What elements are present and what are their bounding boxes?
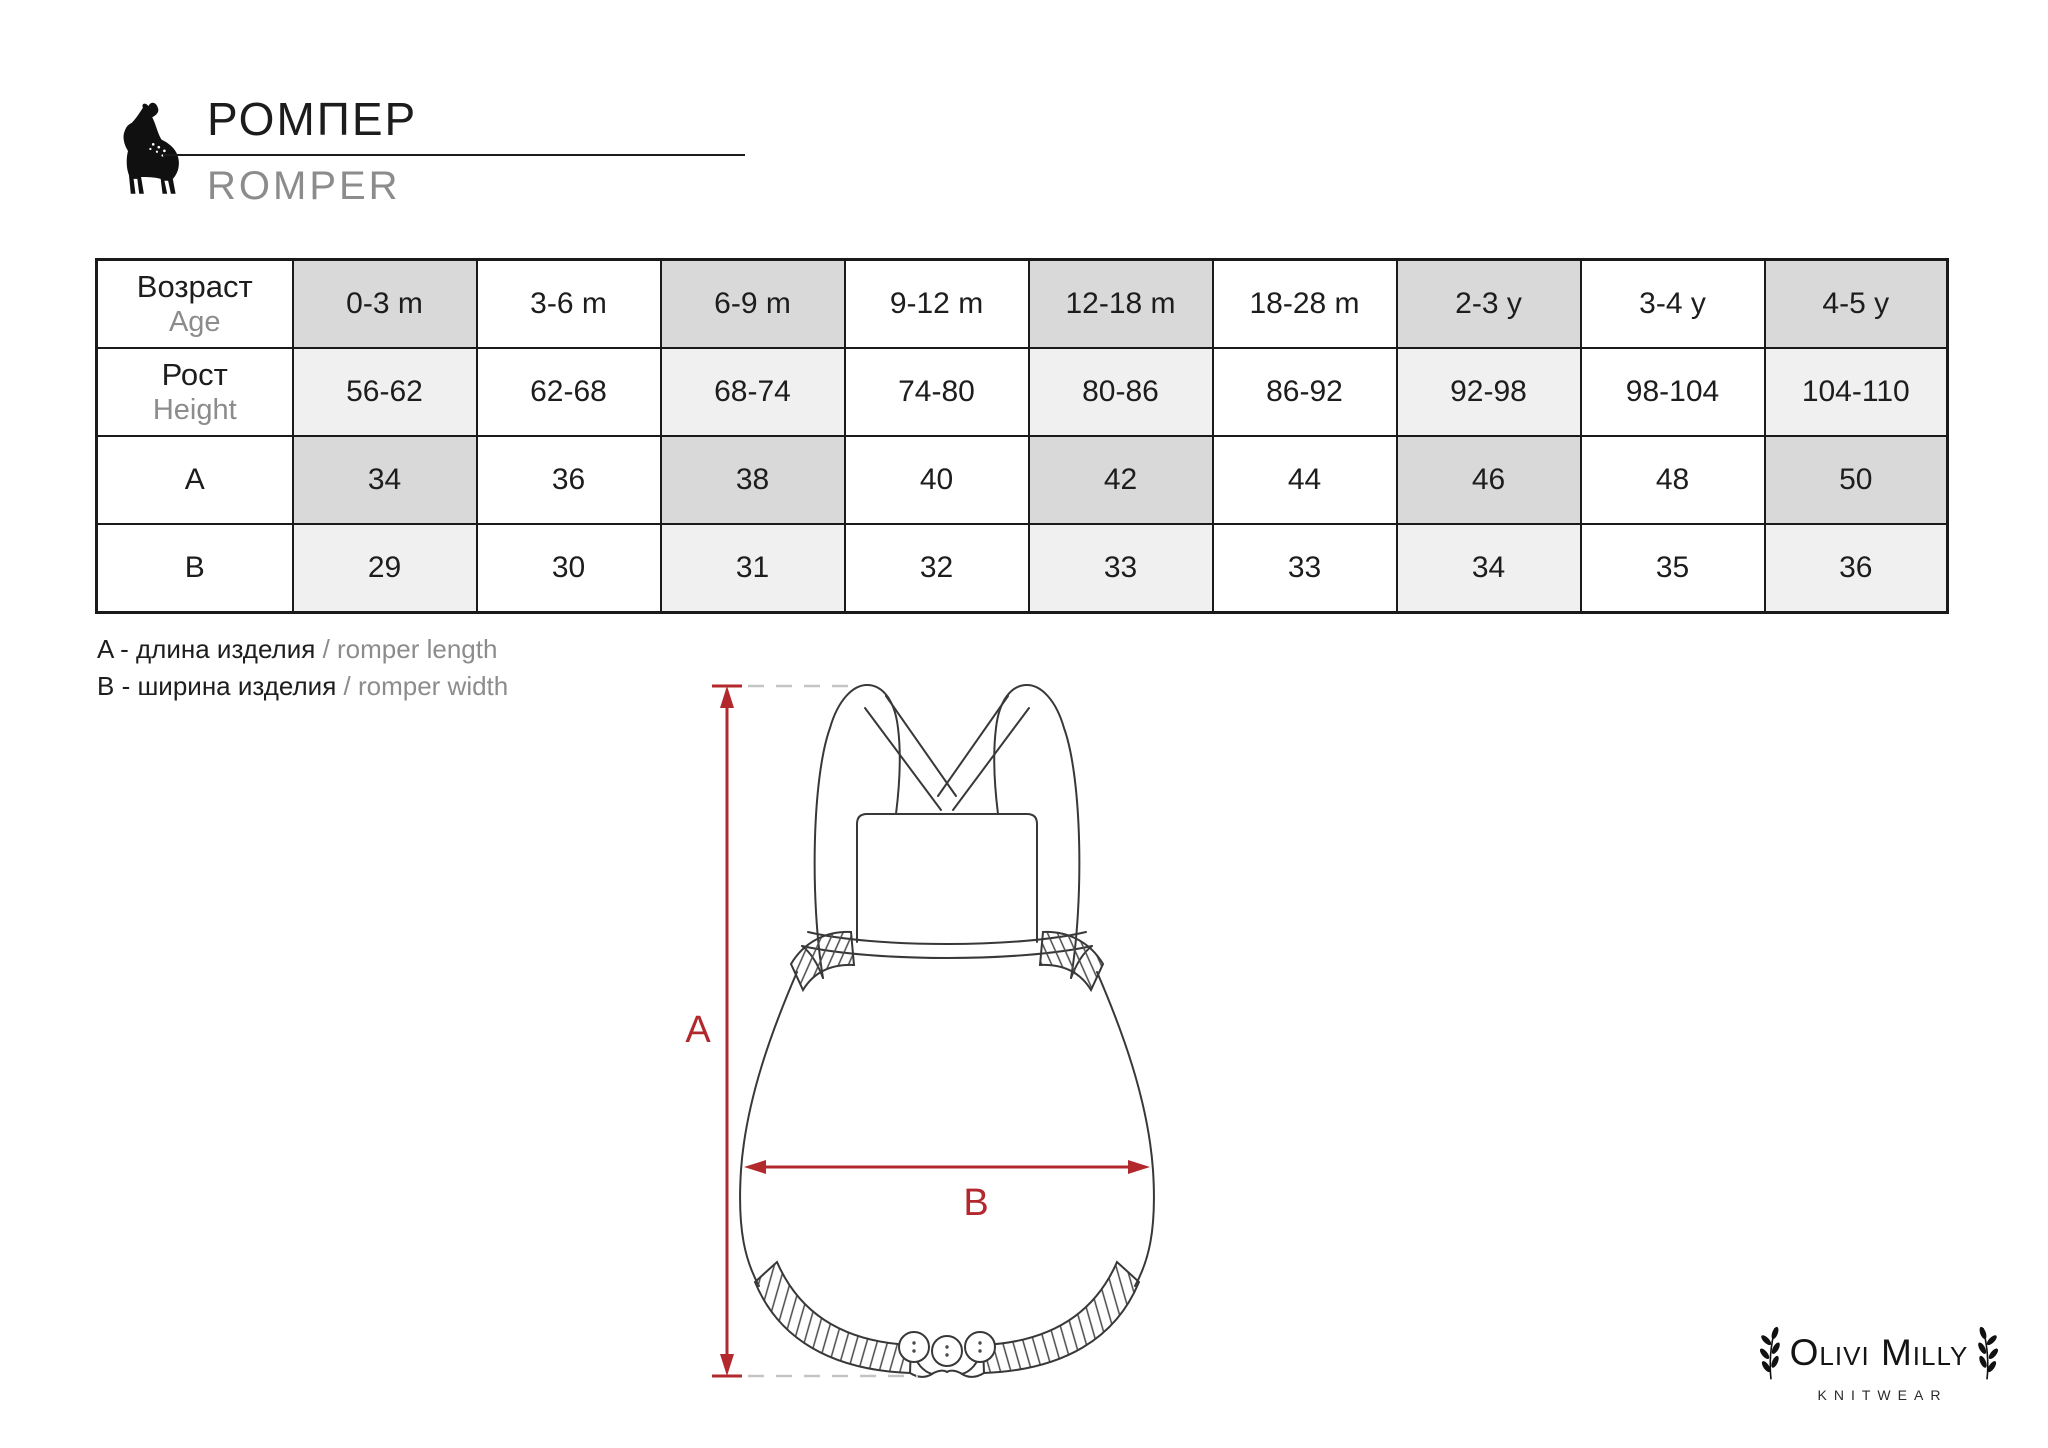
- dimension-label-b: B: [963, 1182, 989, 1224]
- table-cell: 34: [293, 436, 477, 524]
- table-cell: 3-4 y: [1581, 260, 1765, 349]
- leg-cuff-left: [755, 1262, 911, 1373]
- table-cell: 0-3 m: [293, 260, 477, 349]
- page-title-english: ROMPER: [207, 164, 401, 208]
- table-cell: 6-9 m: [661, 260, 845, 349]
- row-header-age-en: Age: [168, 306, 221, 338]
- title-divider: [163, 154, 745, 156]
- table-cell: 32: [845, 524, 1029, 613]
- romper-outline: [740, 685, 1154, 1377]
- legend-b-english: / romper width: [343, 671, 509, 701]
- table-row-age: [97, 260, 1948, 349]
- row-header-height: [97, 348, 293, 436]
- table-cell: 68-74: [661, 348, 845, 436]
- crotch-buttons: [899, 1332, 995, 1366]
- table-cell: 2-3 y: [1397, 260, 1581, 349]
- table-row-length-a: [97, 436, 1948, 524]
- dimension-arrow-b: [744, 1160, 1150, 1174]
- table-cell: 4-5 y: [1765, 260, 1948, 349]
- table-cell: 56-62: [293, 348, 477, 436]
- page-title-russian: РОМПЕР: [207, 93, 418, 145]
- brand-logo: [1748, 1322, 2010, 1403]
- romper-technical-drawing: [660, 670, 1260, 1430]
- table-cell: 12-18 m: [1029, 260, 1213, 349]
- table-row-width-b: [97, 524, 1948, 613]
- table-cell: 31: [661, 524, 845, 613]
- table-cell: 92-98: [1397, 348, 1581, 436]
- table-cell: 34: [1397, 524, 1581, 613]
- leg-cuff-right: [983, 1262, 1139, 1373]
- legend-line-a: [97, 631, 508, 668]
- row-header-b: B: [97, 524, 293, 613]
- table-cell: 42: [1029, 436, 1213, 524]
- row-header-a: A: [97, 436, 293, 524]
- table-cell: 35: [1581, 524, 1765, 613]
- table-cell: 86-92: [1213, 348, 1397, 436]
- table-cell: 36: [477, 436, 661, 524]
- waist-rib-patch-left: [791, 932, 854, 990]
- table-cell: 3-6 m: [477, 260, 661, 349]
- dimension-arrow-a: [712, 686, 742, 1376]
- table-cell: 46: [1397, 436, 1581, 524]
- table-cell: 50: [1765, 436, 1948, 524]
- table-cell: 40: [845, 436, 1029, 524]
- table-cell: 33: [1213, 524, 1397, 613]
- table-row-height: [97, 348, 1948, 436]
- table-cell: 62-68: [477, 348, 661, 436]
- table-cell: 38: [661, 436, 845, 524]
- legend-line-b: [97, 668, 508, 705]
- row-header-age-ru: Возраст: [136, 269, 253, 304]
- table-cell: 80-86: [1029, 348, 1213, 436]
- table-cell: 74-80: [845, 348, 1029, 436]
- legend-a-english: / romper length: [322, 634, 498, 664]
- table-cell: 9-12 m: [845, 260, 1029, 349]
- legend-b-russian: B - ширина изделия: [97, 671, 337, 701]
- table-cell: 48: [1581, 436, 1765, 524]
- table-cell: 104-110: [1765, 348, 1948, 436]
- laurel-branch-icon: [1975, 1322, 1999, 1384]
- table-cell: 33: [1029, 524, 1213, 613]
- laurel-branch-icon: [1759, 1322, 1783, 1384]
- dimension-label-a: A: [685, 1009, 711, 1051]
- measurement-legend: [97, 631, 508, 705]
- table-cell: 98-104: [1581, 348, 1765, 436]
- table-cell: 30: [477, 524, 661, 613]
- brand-name: Olivi Milly: [1789, 1332, 1969, 1373]
- legend-a-russian: A - длина изделия: [97, 634, 316, 664]
- waist-rib-patch-right: [1040, 932, 1103, 990]
- row-header-age: [97, 260, 293, 349]
- row-header-height-en: Height: [152, 394, 237, 426]
- table-cell: 29: [293, 524, 477, 613]
- brand-subtitle: KNITWEAR: [1817, 1387, 1948, 1403]
- table-cell: 36: [1765, 524, 1948, 613]
- table-cell: 44: [1213, 436, 1397, 524]
- size-chart-table: [95, 258, 1949, 614]
- row-header-height-ru: Рост: [161, 357, 228, 392]
- deer-logo-icon: [100, 100, 184, 198]
- table-cell: 18-28 m: [1213, 260, 1397, 349]
